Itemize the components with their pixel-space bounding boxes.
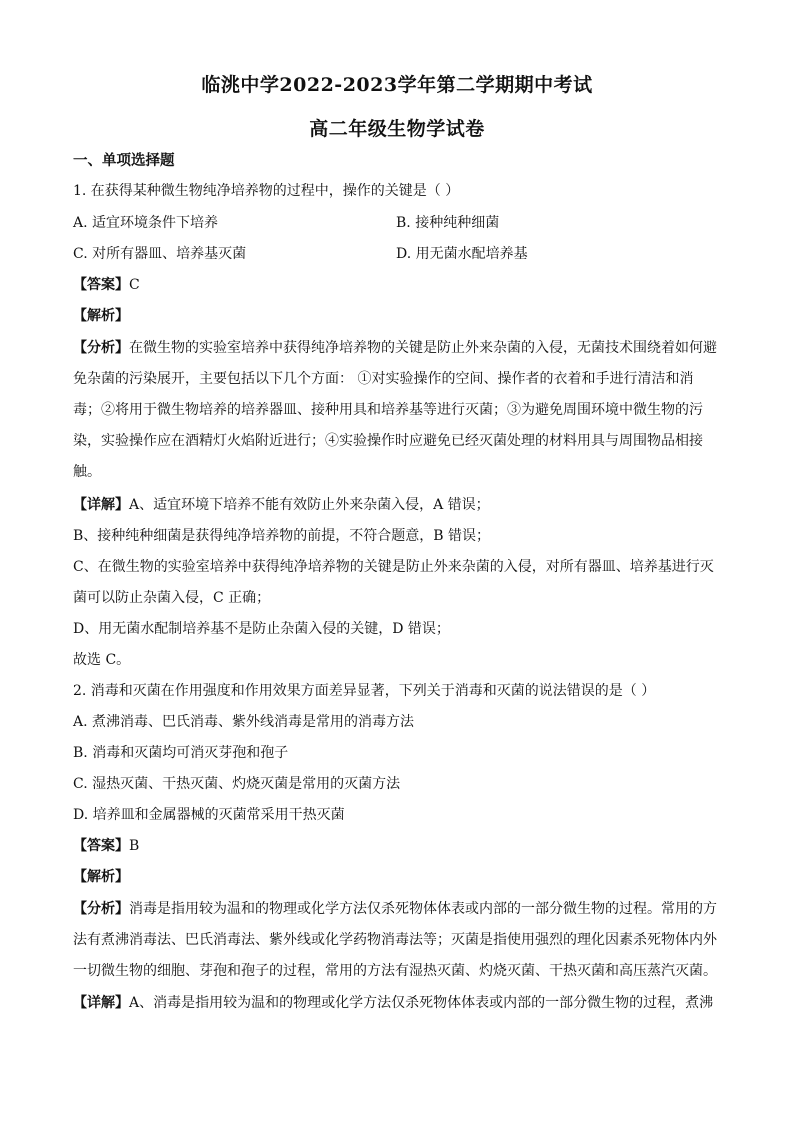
q2-stem: 2. 消毒和灭菌在作用强度和作用效果方面差异显著，下列关于消毒和灭菌的说法错误的是（ ） xyxy=(73,683,656,699)
xiangjie-text: A、消毒是指用较为温和的物理或化学方法仅杀死物体体表或内部的一部分微生物的过程，煮沸 xyxy=(129,995,714,1011)
q1-fenxi-line: 染，实验操作应在酒精灯火焰附近进行；④实验操作时应避免已经灭菌处理的材料用具与周围物品相接 xyxy=(73,433,703,449)
q1-xiangjie-line: D、用无菌水配制培养基不是防止杂菌入侵的关键，D 错误； xyxy=(73,621,450,637)
exam-title: 临洮中学2022-2023学年第二学期期中考试 xyxy=(201,74,593,96)
q1-analysis-tag: 【解析】 xyxy=(73,308,129,324)
q1-xiangjie-line: B、接种纯种细菌是获得纯净培养物的前提，不符合题意，B 错误； xyxy=(73,528,491,544)
fenxi-tag: 【分析】 xyxy=(73,340,129,356)
answer-value: C xyxy=(129,277,140,293)
q2-xiangjie-line xyxy=(73,994,723,1012)
q2-option-a: A. 煮沸消毒、巴氏消毒、紫外线消毒是常用的消毒方法 xyxy=(73,714,415,730)
q1-option-b: B. 接种纯种细菌 xyxy=(396,215,500,231)
q1-xiangjie-line xyxy=(73,496,723,514)
q1-xiangjie-line: C、在微生物的实验室培养中获得纯净培养物的关键是防止外来杂菌的入侵，对所有器皿、培养基进行灭 xyxy=(73,559,714,575)
q1-fenxi-line: 毒；②将用于微生物培养的培养器皿、接种用具和培养基等进行灭菌；③为避免周围环境中微生物的污 xyxy=(73,402,703,418)
q1-stem: 1. 在获得某种微生物纯净培养物的过程中，操作的关键是（ ） xyxy=(73,183,460,199)
fenxi-text: 消毒是指用较为温和的物理或化学方法仅杀死物体体表或内部的一部分微生物的过程。常用的方 xyxy=(129,901,717,917)
fenxi-tag: 【分析】 xyxy=(73,901,129,917)
q2-analysis-tag: 【解析】 xyxy=(73,869,129,885)
xiangjie-text: A、适宜环境下培养不能有效防止外来杂菌入侵，A 错误； xyxy=(129,497,490,513)
xiangjie-tag: 【详解】 xyxy=(73,995,129,1011)
q2-option-d: D. 培养皿和金属器械的灭菌常采用干热灭菌 xyxy=(73,807,345,823)
q1-xiangjie-line: 菌可以防止杂菌入侵，C 正确； xyxy=(73,590,271,606)
q2-fenxi-line: 一切微生物的细胞、芽孢和孢子的过程，常用的方法有湿热灭菌、灼烧灭菌、干热灭菌和高压蒸汽灭菌。 xyxy=(73,963,717,979)
xiangjie-tag: 【详解】 xyxy=(73,497,129,513)
section-heading: 一、单项选择题 xyxy=(73,152,175,169)
answer-tag: 【答案】 xyxy=(73,838,129,854)
q1-options-row-2 xyxy=(73,245,723,263)
q1-fenxi-line xyxy=(73,339,723,357)
q2-fenxi-line xyxy=(73,900,723,918)
q1-option-a: A. 适宜环境条件下培养 xyxy=(73,215,219,231)
q1-fenxi-line: 免杂菌的污染展开，主要包括以下几个方面： ①对实验操作的空间、操作者的衣着和手进行清洁和消 xyxy=(73,371,694,387)
q1-option-d: D. 用无菌水配培养基 xyxy=(396,246,528,262)
exam-subtitle: 高二年级生物学试卷 xyxy=(309,118,485,140)
answer-tag: 【答案】 xyxy=(73,277,129,293)
q1-fenxi-line: 触。 xyxy=(73,464,101,480)
q2-option-b: B. 消毒和灭菌均可消灭芽孢和孢子 xyxy=(73,745,289,761)
q2-option-c: C. 湿热灭菌、干热灭菌、灼烧灭菌是常用的灭菌方法 xyxy=(73,776,401,792)
answer-value: B xyxy=(129,838,140,854)
q1-option-c: C. 对所有器皿、培养基灭菌 xyxy=(73,246,247,262)
q1-options-row-1 xyxy=(73,214,723,232)
fenxi-text: 在微生物的实验室培养中获得纯净培养物的关键是防止外来杂菌的入侵，无菌技术围绕着如何避 xyxy=(129,340,717,356)
q1-xiangjie-line: 故选 C。 xyxy=(73,652,131,668)
q2-fenxi-line: 法有煮沸消毒法、巴氏消毒法、紫外线或化学药物消毒法等；灭菌是指使用强烈的理化因素杀死物体内外 xyxy=(73,932,717,948)
q1-answer xyxy=(73,276,723,294)
q2-answer xyxy=(73,837,723,855)
